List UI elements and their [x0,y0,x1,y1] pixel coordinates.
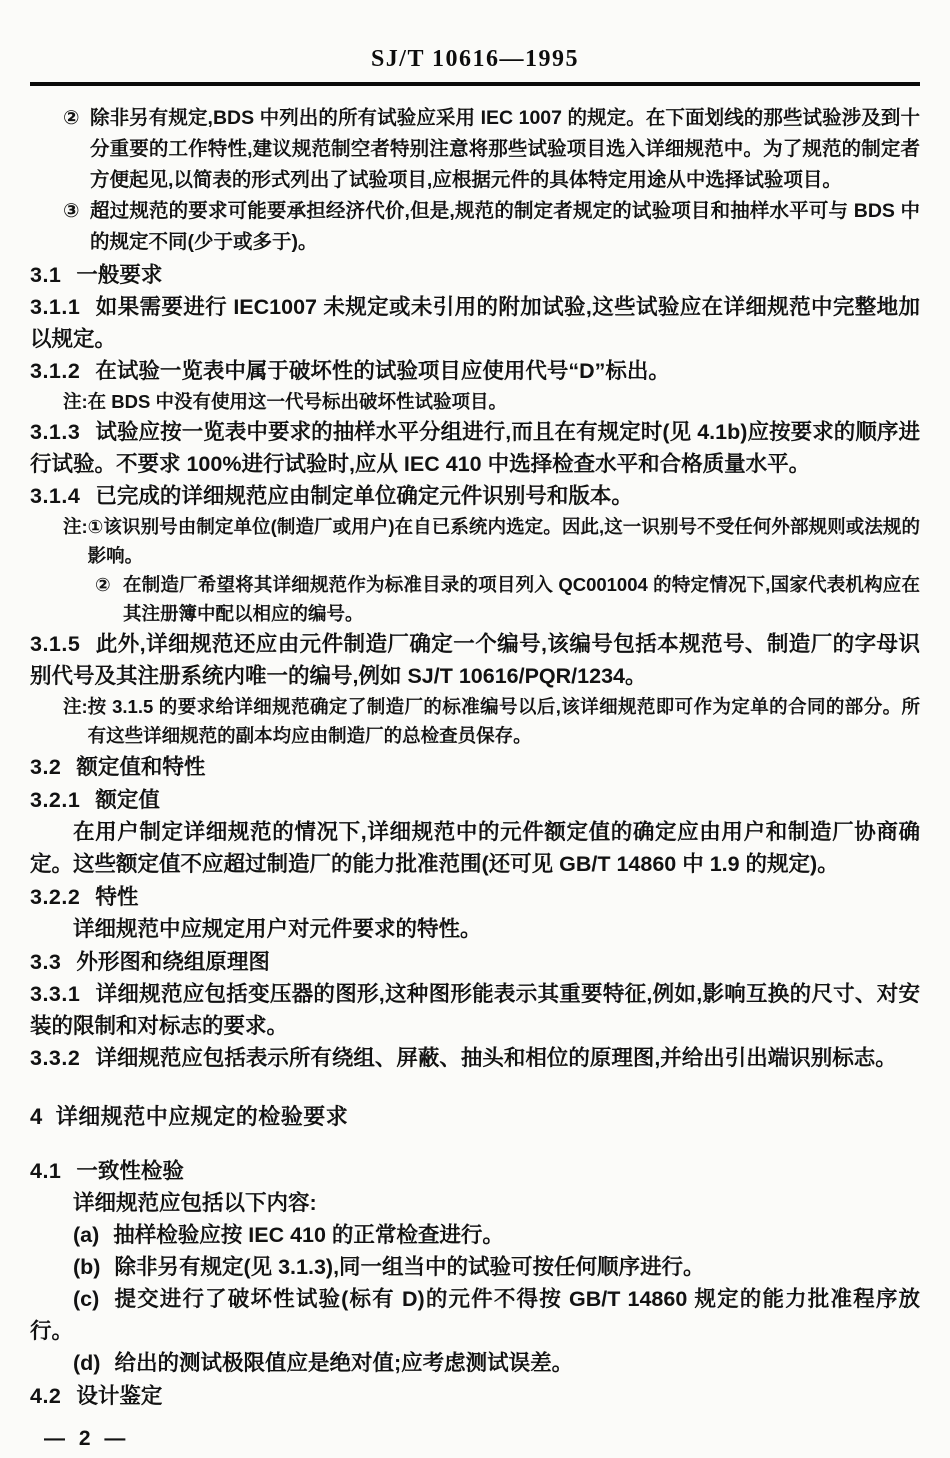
section-number: 3.1.5 [30,632,81,656]
para-3-3-2 [30,1042,920,1074]
note-text: 在制造厂希望将其详细规范作为标准目录的项目列入 QC001004 的特定情况下,国家代表机构应在其注册簿中配以相应的编号。 [123,574,920,624]
heading-3-1 [30,259,920,291]
note-label: 注: [63,516,88,537]
note-3-1-2 [63,387,920,416]
list-text: 给出的测试极限值应是绝对值;应考虑测试误差。 [114,1351,574,1375]
note-text: 在 BDS 中没有使用这一代号标出破坏性试验项目。 [87,391,508,412]
list-item-d [30,1347,920,1379]
section-title: 特性 [95,885,139,909]
heading-3-3 [30,946,920,978]
chapter-title: 详细规范中应规定的检验要求 [55,1104,349,1129]
circled-marker: ② [63,107,80,129]
para-text: 此外,详细规范还应由元件制造厂确定一个编号,该编号包括本规范号、制造厂的字母识别代号及其注册系统内唯一的编号,例如 SJ/T 10616/PQR/1234。 [30,632,920,688]
note-3-1-4-1 [63,512,920,570]
document-body [30,86,920,1412]
section-title: 额定值和特性 [76,755,206,779]
section-title: 额定值 [95,788,160,812]
section-title: 一般要求 [76,263,163,287]
para-text: 已完成的详细规范应由制定单位确定元件识别号和版本。 [95,484,633,508]
list-item-a [30,1219,920,1251]
para-text: 在试验一览表中属于破坏性的试验项目应使用代号“D”标出。 [95,359,670,383]
note-text: 超过规范的要求可能要承担经济代价,但是,规范的制定者规定的试验项目和抽样水平可与 BDS 中的规定不同(少于或多于)。 [90,200,920,253]
page-header [30,0,920,73]
section-title: 外形图和绕组原理图 [76,950,270,974]
continued-note-3 [63,196,920,258]
circled-marker: ③ [63,200,80,222]
para-4-1-intro: 详细规范应包括以下内容: [73,1191,317,1215]
list-marker: (a) [73,1223,100,1247]
section-number: 3.1.1 [30,295,81,319]
para-3-1-5 [30,628,920,692]
section-number: 3.3 [30,950,62,974]
section-number: 3.1 [30,263,62,287]
page-number: — 2 — [44,1427,130,1450]
note-3-1-5 [63,692,920,750]
heading-3-2 [30,751,920,783]
note-text: 按 3.1.5 的要求给详细规范确定了制造厂的标准编号以后,该详细规范即可作为定单的合同的部分。所有这些详细规范的副本均应由制造厂的总检查员保存。 [87,696,920,746]
continued-note-2 [63,103,920,196]
section-number: 3.3.1 [30,982,81,1006]
heading-3-2-2 [30,881,920,913]
list-text: 抽样检验应按 IEC 410 的正常检查进行。 [113,1223,504,1247]
chapter-number: 4 [30,1104,43,1129]
para-3-2-1-body: 在用户制定详细规范的情况下,详细规范中的元件额定值的确定应由用户和制造厂协商确定。这些额定值不应超过制造厂的能力批准范围(还可见 GB/T 14860 中 1.9 的规定)。 [30,820,920,876]
para-text: 如果需要进行 IEC1007 未规定或未引用的附加试验,这些试验应在详细规范中完整地加以规定。 [30,295,920,351]
para-3-1-4 [30,480,920,512]
list-marker: (b) [73,1255,101,1279]
section-title: 设计鉴定 [76,1384,163,1408]
heading-4 [30,1100,920,1131]
section-number: 3.2.1 [30,788,81,812]
note-text: 除非另有规定,BDS 中列出的所有试验应采用 IEC 1007 的规定。在下面划线的那些试验涉及到十分重要的工作特性,建议规范制空者特别注意将那些试验项目选入详细规范中。为了规范的制定者方便起见,以简表的形式列出了试验项目,应根据元件的具体特定用途从中选择试验项目。 [90,107,920,191]
section-title: 一致性检验 [76,1159,184,1183]
section-number: 3.2.2 [30,885,81,909]
para-3-1-3 [30,416,920,480]
para-3-1-2 [30,355,920,387]
para-text: 详细规范应包括变压器的图形,这种图形能表示其重要特征,例如,影响互换的尺寸、对安装的限制和对标志的要求。 [30,982,920,1038]
heading-4-1 [30,1155,920,1187]
para-3-2-2-body: 详细规范中应规定用户对元件要求的特性。 [73,917,482,941]
list-text: 提交进行了破坏性试验(标有 D)的元件不得按 GB/T 14860 规定的能力批准程序放行。 [30,1287,920,1343]
section-number: 3.3.2 [30,1046,81,1070]
para-3-3-1 [30,978,920,1042]
list-item-c [30,1283,920,1347]
list-text: 除非另有规定(见 3.1.3),同一组当中的试验可按任何顺序进行。 [114,1255,705,1279]
section-number: 3.2 [30,755,62,779]
para-3-1-1 [30,291,920,355]
note-3-1-4-2 [95,570,920,628]
heading-3-2-1 [30,784,920,816]
section-number: 4.1 [30,1159,62,1183]
standard-number: SJ/T 10616—1995 [370,46,580,72]
section-number: 3.1.4 [30,484,81,508]
list-item-b [30,1251,920,1283]
list-marker: (d) [73,1351,101,1375]
section-number: 3.1.3 [30,420,81,444]
note-label: 注: [63,391,88,412]
list-marker: (c) [73,1287,100,1311]
section-number: 3.1.2 [30,359,81,383]
circled-marker: ② [95,574,111,595]
note-label: 注: [63,696,88,717]
para-text: 试验应按一览表中要求的抽样水平分组进行,而且在有规定时(见 4.1b)应按要求的顺序进行试验。不要求 100%进行试验时,应从 IEC 410 中选择检查水平和合格质量水平。 [30,420,920,476]
section-number: 4.2 [30,1384,62,1408]
para-text: 详细规范应包括表示所有绕组、屏蔽、抽头和相位的原理图,并给出引出端识别标志。 [95,1046,897,1070]
note-text: ①该识别号由制定单位(制造厂或用户)在自已系统内选定。因此,这一识别号不受任何外部规则或法规的影响。 [87,516,920,566]
heading-4-2 [30,1380,920,1412]
